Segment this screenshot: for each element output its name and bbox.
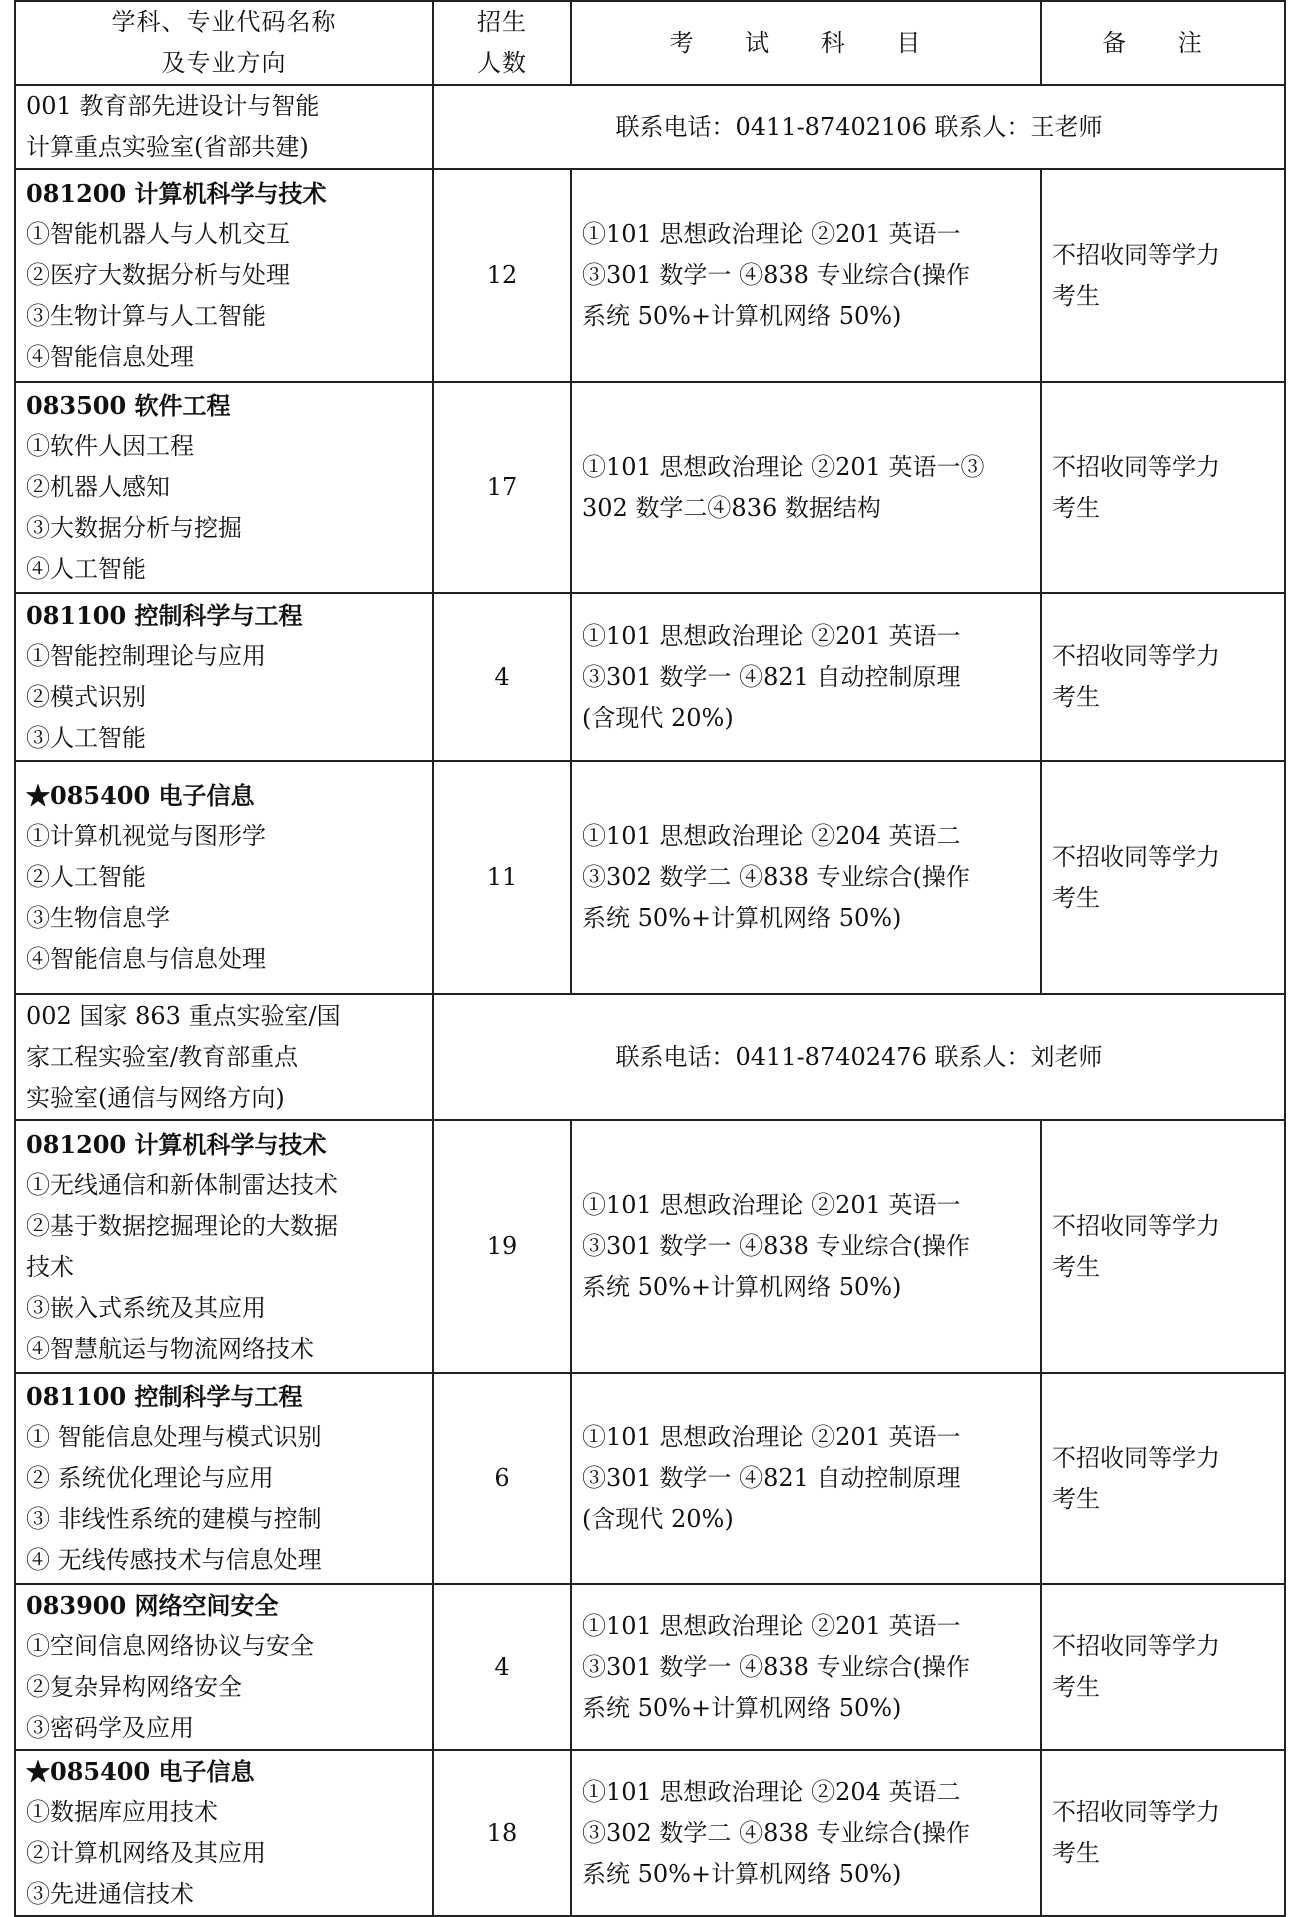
admissions-table — [14, 0, 1286, 1917]
enrollment-count: 12 — [433, 169, 571, 382]
major-code: 081200 计算机科学与技术 — [26, 1129, 327, 1159]
table-row — [15, 761, 1285, 994]
major-code: 083500 软件工程 — [26, 391, 231, 420]
exam-subjects: ①101 思想政治理论 ②201 英语一 ③301 数学一 ④838 专业综合(操作 系统 50%+计算机网络 50%) — [571, 1584, 1041, 1750]
major-cell: ★085400 电子信息 ①数据库应用技术 ②计算机网络及其应用 ③先进通信技术 — [15, 1750, 433, 1916]
major-code: ★085400 电子信息 — [26, 1757, 255, 1786]
header-note: 备 注 — [1041, 1, 1285, 85]
table-row — [15, 1750, 1285, 1916]
enrollment-count: 11 — [433, 761, 571, 994]
remark: 不招收同等学力 考生 — [1041, 169, 1285, 382]
remark: 不招收同等学力 考生 — [1041, 1750, 1285, 1916]
enrollment-count: 19 — [433, 1120, 571, 1373]
header-major: 学科、专业代码名称 及专业方向 — [15, 1, 433, 85]
header-count: 招生 人数 — [433, 1, 571, 85]
exam-subjects: ①101 思想政治理论 ②201 英语一③ 302 数学二④836 数据结构 — [571, 382, 1041, 593]
remark: 不招收同等学力 考生 — [1041, 382, 1285, 593]
major-code: 081200 计算机科学与技术 — [26, 179, 327, 208]
major-code: 083900 网络空间安全 — [26, 1591, 279, 1620]
enrollment-count: 17 — [433, 382, 571, 593]
lab-title: 002 国家 863 重点实验室/国 家工程实验室/教育部重点 实验室(通信与网络方向) — [15, 994, 433, 1120]
header-exam: 考 试 科 目 — [571, 1, 1041, 85]
major-cell: 083900 网络空间安全 ①空间信息网络协议与安全 ②复杂异构网络安全 ③密码学及应用 — [15, 1584, 433, 1750]
enrollment-count: 4 — [433, 593, 571, 761]
table-row — [15, 1120, 1285, 1373]
lab-title: 001 教育部先进设计与智能 计算重点实验室(省部共建) — [15, 85, 433, 169]
remark: 不招收同等学力 考生 — [1041, 761, 1285, 994]
major-cell: ★085400 电子信息 ①计算机视觉与图形学 ②人工智能 ③生物信息学 ④智能信息与信息处理 — [15, 761, 433, 994]
lab-row — [15, 85, 1285, 169]
enrollment-count: 18 — [433, 1750, 571, 1916]
remark: 不招收同等学力 考生 — [1041, 1584, 1285, 1750]
lab-contact: 联系电话：0411-87402476 联系人：刘老师 — [433, 994, 1285, 1120]
table-row — [15, 169, 1285, 382]
remark: 不招收同等学力 考生 — [1041, 1373, 1285, 1584]
remark: 不招收同等学力 考生 — [1041, 593, 1285, 761]
exam-subjects: ①101 思想政治理论 ②201 英语一 ③301 数学一 ④821 自动控制原理 (含现代 20%) — [571, 593, 1041, 761]
exam-subjects: ①101 思想政治理论 ②201 英语一 ③301 数学一 ④821 自动控制原理 (含现代 20%) — [571, 1373, 1041, 1584]
major-code: 081100 控制科学与工程 — [26, 1382, 303, 1411]
table-row — [15, 1373, 1285, 1584]
major-cell: 083500 软件工程 ①软件人因工程 ②机器人感知 ③大数据分析与挖掘 ④人工智能 — [15, 382, 433, 593]
major-cell: 081200 计算机科学与技术 ①无线通信和新体制雷达技术 ②基于数据挖掘理论的大数据 技术 ③嵌入式系统及其应用 ④智慧航运与物流网络技术 — [15, 1120, 433, 1373]
exam-subjects: ①101 思想政治理论 ②204 英语二 ③302 数学二 ④838 专业综合(操作 系统 50%+计算机网络 50%) — [571, 761, 1041, 994]
exam-subjects: ①101 思想政治理论 ②204 英语二 ③302 数学二 ④838 专业综合(操作 系统 50%+计算机网络 50%) — [571, 1750, 1041, 1916]
table-row — [15, 1584, 1285, 1750]
exam-subjects: ①101 思想政治理论 ②201 英语一 ③301 数学一 ④838 专业综合(操作 系统 50%+计算机网络 50%) — [571, 169, 1041, 382]
major-cell: 081100 控制科学与工程 ① 智能信息处理与模式识别 ② 系统优化理论与应用 ③ 非线性系统的建模与控制 ④ 无线传感技术与信息处理 — [15, 1373, 433, 1584]
lab-contact: 联系电话：0411-87402106 联系人：王老师 — [433, 85, 1285, 169]
header-row — [15, 1, 1285, 85]
major-code: ★085400 电子信息 — [26, 781, 255, 810]
table-row — [15, 382, 1285, 593]
exam-subjects: ①101 思想政治理论 ②201 英语一 ③301 数学一 ④838 专业综合(操作 系统 50%+计算机网络 50%) — [571, 1120, 1041, 1373]
table-row — [15, 593, 1285, 761]
lab-row — [15, 994, 1285, 1120]
enrollment-count: 6 — [433, 1373, 571, 1584]
major-cell: 081100 控制科学与工程 ①智能控制理论与应用 ②模式识别 ③人工智能 — [15, 593, 433, 761]
major-code: 081100 控制科学与工程 — [26, 601, 303, 630]
major-cell: 081200 计算机科学与技术 ①智能机器人与人机交互 ②医疗大数据分析与处理 ③生物计算与人工智能 ④智能信息处理 — [15, 169, 433, 382]
remark: 不招收同等学力 考生 — [1041, 1120, 1285, 1373]
enrollment-count: 4 — [433, 1584, 571, 1750]
